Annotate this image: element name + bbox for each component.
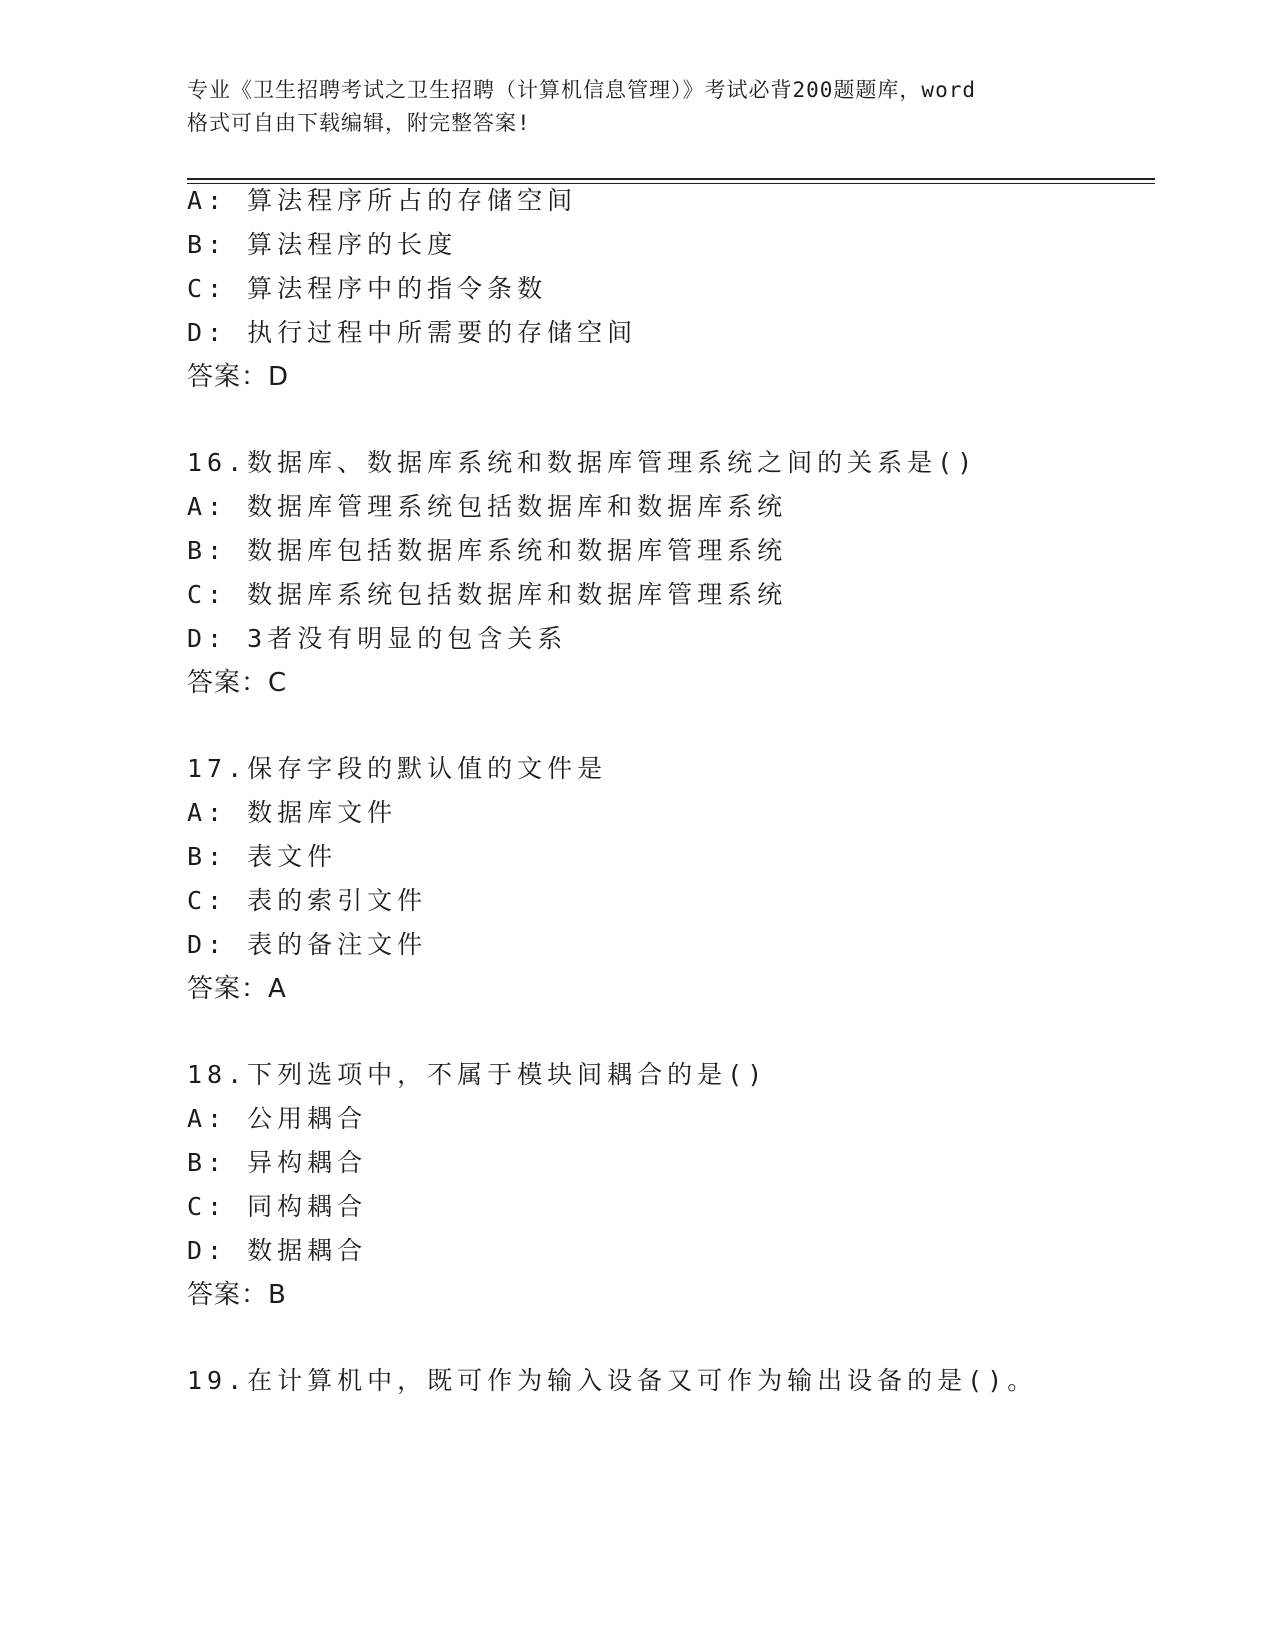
document-header xyxy=(187,74,1087,140)
question-stem: 19.在计算机中，既可作为输入设备又可作为输出设备的是()。 xyxy=(187,1366,1038,1395)
answer-label: 答案：C xyxy=(187,668,288,698)
answer-label: 答案：D xyxy=(187,362,290,392)
option-b: B: 算法程序的长度 xyxy=(187,230,458,259)
header-line-2: 格式可自由下载编辑，附完整答案! xyxy=(187,111,531,135)
option-c: C: 数据库系统包括数据库和数据库管理系统 xyxy=(187,580,788,609)
option-c: C: 算法程序中的指令条数 xyxy=(187,274,548,303)
option-d: D: 数据耦合 xyxy=(187,1236,368,1265)
option-d: D: 执行过程中所需要的存储空间 xyxy=(187,318,638,347)
option-a: A: 数据库管理系统包括数据库和数据库系统 xyxy=(187,492,788,521)
option-c: C: 表的索引文件 xyxy=(187,886,428,915)
header-line-1: 专业《卫生招聘考试之卫生招聘（计算机信息管理）》考试必背200题题库，word xyxy=(187,78,976,102)
answer-label: 答案：A xyxy=(187,974,287,1004)
option-b: B: 数据库包括数据库系统和数据库管理系统 xyxy=(187,536,788,565)
option-b: B: 表文件 xyxy=(187,842,338,871)
option-d: D: 表的备注文件 xyxy=(187,930,428,959)
option-b: B: 异构耦合 xyxy=(187,1148,368,1177)
option-a: A: 数据库文件 xyxy=(187,798,398,827)
answer-label: 答案：B xyxy=(187,1280,287,1310)
option-a: A: 公用耦合 xyxy=(187,1104,368,1133)
question-stem: 16.数据库、数据库系统和数据库管理系统之间的关系是() xyxy=(187,448,978,477)
question-stem: 17.保存字段的默认值的文件是 xyxy=(187,754,608,783)
option-a: A: 算法程序所占的存储空间 xyxy=(187,186,578,215)
option-d: D: 3者没有明显的包含关系 xyxy=(187,624,568,653)
question-stem: 18.下列选项中，不属于模块间耦合的是() xyxy=(187,1060,768,1089)
option-c: C: 同构耦合 xyxy=(187,1192,368,1221)
